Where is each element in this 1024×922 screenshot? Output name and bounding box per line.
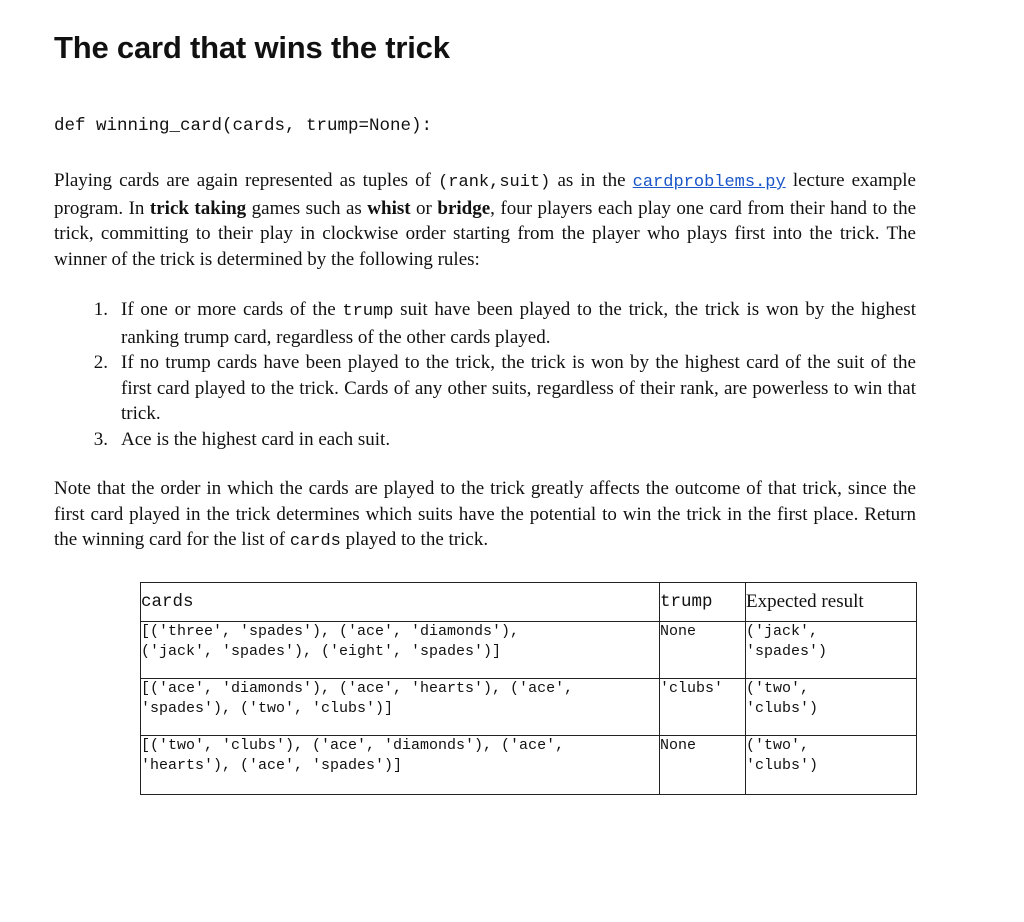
whist-bold: whist bbox=[367, 197, 411, 219]
page-title: The card that wins the trick bbox=[54, 30, 450, 65]
note-text-2: played to the trick. bbox=[340, 529, 489, 550]
rule-text: If no trump cards have been played to the trick, the trick is won by the highest card of the suit of the first card played to the trick. Cards of any other suits, regardless of their rank, are powerless to win that trick. bbox=[121, 352, 916, 424]
table-row bbox=[141, 679, 917, 736]
cards-line: [('two', 'clubs'), ('ace', 'diamonds'), ('ace', bbox=[141, 737, 565, 754]
cards-line: 'hearts'), ('ace', 'spades')] bbox=[141, 757, 403, 774]
trump-cell: 'clubs' bbox=[660, 679, 746, 736]
bridge-bold: bridge bbox=[437, 197, 491, 219]
header-trump: trump bbox=[660, 583, 746, 622]
examples-table bbox=[140, 582, 917, 795]
rule-item bbox=[82, 427, 916, 453]
cards-cell bbox=[141, 679, 660, 736]
result-cell bbox=[746, 736, 917, 795]
result-cell bbox=[746, 622, 917, 679]
rules-list bbox=[82, 297, 916, 452]
table-header-row bbox=[141, 583, 917, 622]
trick-taking-bold: trick taking bbox=[149, 197, 247, 219]
rule-text: If one or more cards of the bbox=[121, 299, 343, 320]
table-row bbox=[141, 736, 917, 795]
result-line: ('two', bbox=[746, 737, 810, 754]
cards-cell bbox=[141, 622, 660, 679]
cards-line: [('ace', 'diamonds'), ('ace', 'hearts'), ('ace', bbox=[141, 680, 574, 697]
cards-line: ('jack', 'spades'), ('eight', 'spades')] bbox=[141, 643, 502, 660]
cards-code: cards bbox=[289, 532, 341, 551]
rule-number: 2. bbox=[93, 352, 108, 373]
cards-line: 'spades'), ('two', 'clubs')] bbox=[141, 700, 394, 717]
table-row bbox=[141, 622, 917, 679]
trump-code: trump bbox=[342, 302, 394, 321]
header-cards: cards bbox=[141, 583, 660, 622]
cards-cell bbox=[141, 736, 660, 795]
header-expected-result: Expected result bbox=[746, 583, 917, 622]
cardproblems-link[interactable]: cardproblems.py bbox=[632, 173, 786, 192]
cards-line: [('three', 'spades'), ('ace', 'diamonds'), bbox=[141, 623, 520, 640]
result-cell bbox=[746, 679, 917, 736]
result-line: 'clubs') bbox=[746, 757, 819, 774]
rank-suit-code: (rank,suit) bbox=[438, 173, 551, 192]
intro-text-4: games such as bbox=[246, 197, 368, 219]
intro-text-6: , four players each play one card from their hand to the trick, committing to their play in clockwise order starting from the player who plays first into the trick. The winner of the trick is determined by the following rules: bbox=[54, 197, 916, 270]
intro-paragraph bbox=[54, 168, 916, 272]
rule-item bbox=[82, 350, 916, 427]
intro-text-3: lecture example program. In bbox=[54, 170, 916, 219]
result-line: ('jack', bbox=[746, 623, 819, 640]
rule-text: suit have been played to the trick, the trick is won by the highest ranking trump card, regardless of the other cards played. bbox=[121, 299, 916, 348]
intro-text-1: Playing cards are again represented as tuples of bbox=[54, 170, 439, 191]
result-line: 'spades') bbox=[746, 643, 828, 660]
rule-item bbox=[82, 297, 916, 350]
intro-text-2: as in the bbox=[550, 170, 633, 191]
result-line: ('two', bbox=[746, 680, 810, 697]
rule-text: Ace is the highest card in each suit. bbox=[121, 428, 391, 450]
function-signature: def winning_card(cards, trump=None): bbox=[54, 116, 433, 136]
trump-cell: None bbox=[660, 736, 746, 795]
note-text-1: Note that the order in which the cards are played to the trick greatly affects the outcome of that trick, since the first card played in the trick determines which suits have the potential to win the trick in the first place. Return the winning card for the list of bbox=[54, 478, 916, 550]
result-line: 'clubs') bbox=[746, 700, 819, 717]
trump-cell: None bbox=[660, 622, 746, 679]
note-paragraph bbox=[54, 476, 916, 555]
rule-number: 3. bbox=[93, 428, 108, 450]
intro-text-5: or bbox=[410, 197, 438, 219]
rule-number: 1. bbox=[93, 299, 108, 320]
